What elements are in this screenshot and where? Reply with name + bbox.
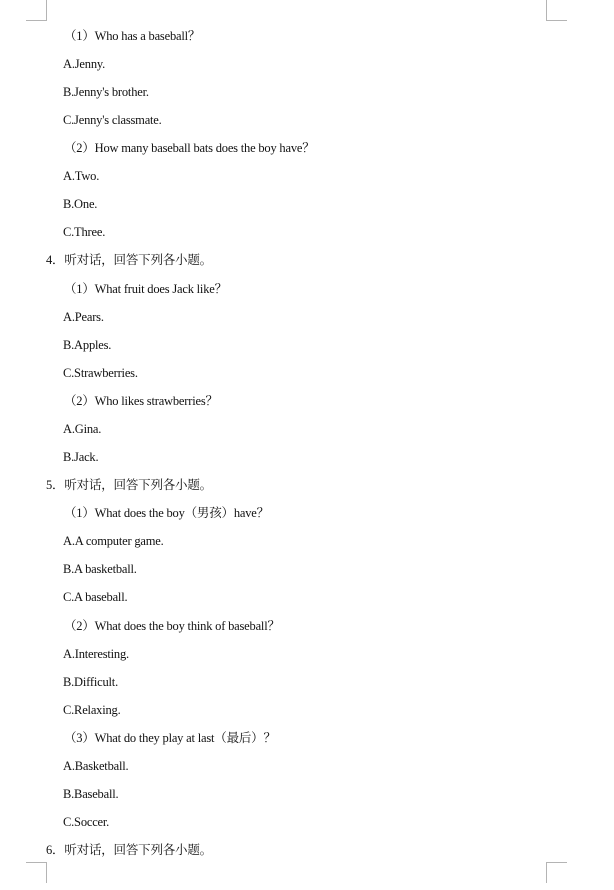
answer-option: A.Gina. [63, 422, 102, 436]
answer-option: B.A basketball. [63, 562, 137, 576]
answer-option: A.Two. [63, 169, 100, 183]
question-item: （3）What do they play at last（最后）？ [64, 731, 276, 745]
answer-option: B.Jenny's brother. [63, 85, 149, 99]
question-item: （2）How many baseball bats does the boy have？ [64, 141, 315, 155]
answer-option: A.Pears. [63, 310, 104, 324]
answer-option: C.Strawberries. [63, 366, 138, 380]
answer-option: C.Jenny's classmate. [63, 113, 162, 127]
answer-option: C.Soccer. [63, 815, 110, 829]
crop-mark-bottom-left [26, 862, 47, 883]
answer-option: B.Apples. [63, 338, 112, 352]
question-item: （2）Who likes strawberries？ [64, 394, 218, 408]
crop-mark-top-right [546, 0, 567, 21]
crop-mark-top-left [26, 0, 47, 21]
answer-option: C.Three. [63, 225, 106, 239]
answer-option: B.Jack. [63, 450, 99, 464]
section-heading: 6．听对话，回答下列各小题。 [46, 843, 212, 857]
answer-option: A.Basketball. [63, 759, 129, 773]
question-item: （1）Who has a baseball？ [64, 29, 201, 43]
answer-option: B.Baseball. [63, 787, 119, 801]
answer-option: A.A computer game. [63, 534, 164, 548]
section-heading: 5．听对话，回答下列各小题。 [46, 478, 212, 492]
answer-option: B.One. [63, 197, 98, 211]
answer-option: A.Jenny. [63, 57, 106, 71]
crop-mark-bottom-right [546, 862, 567, 883]
answer-option: A.Interesting. [63, 647, 129, 661]
section-heading: 4．听对话，回答下列各小题。 [46, 253, 212, 267]
answer-option: C.A baseball. [63, 590, 128, 604]
question-item: （1）What fruit does Jack like？ [64, 282, 227, 296]
answer-option: B.Difficult. [63, 675, 119, 689]
answer-option: C.Relaxing. [63, 703, 121, 717]
question-item: （2）What does the boy think of baseball？ [64, 619, 280, 633]
question-item: （1）What does the boy（男孩）have？ [64, 506, 269, 520]
